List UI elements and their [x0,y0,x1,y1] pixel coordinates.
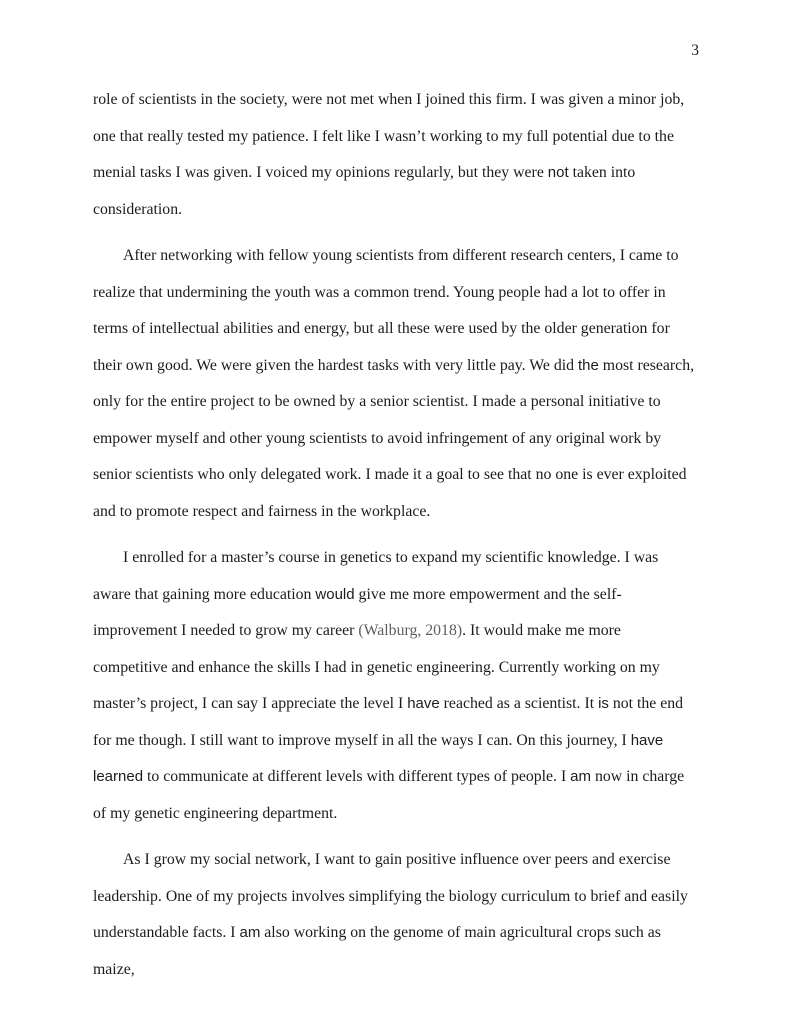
text-segment: I enrolled for a master’s course in genetics to expand my scientific knowledge. I was aware that gaining more education [93,549,659,603]
text-segment: As I grow my social network, I want to gain positive influence over peers and exercise leadership. One of my projects involves simplifying the biology curriculum to brief and easily understandable facts. I [93,851,688,941]
text-segment: not [547,164,569,181]
text-segment: am [239,924,261,941]
text-segment: have [407,695,440,712]
paragraph [93,540,699,832]
text-segment: also working on the genome of main agricultural crops such as maize, [93,924,661,978]
text-segment: not the end for me though. I still want to improve myself in all the ways I can. On this journey, I [93,695,684,749]
document-body [93,82,699,998]
paragraph [93,842,699,988]
text-segment: taken into consideration. [93,164,636,218]
paragraph [93,238,699,530]
text-segment: role of scientists in the society, were not met when I joined this firm. I was given a minor job, one that really tested my patience. I felt like I wasn’t working to my full potential due to the menial tasks I was given. I voiced my opinions regularly, but they were [93,91,685,181]
text-segment: After networking with fellow young scientists from different research centers, I came to realize that undermining the youth was a common trend. Young people had a lot to offer in terms of intellectual abilities and energy, but all these were used by the older generation for their own good. We were given the hardest tasks with very little pay. We did [93,247,679,374]
text-segment: the [578,356,599,374]
text-segment: most research, only for the entire project to be owned by a senior scientist. I made a personal initiative to empower myself and other young scientists to avoid infringement of any original work by senior scientists who only delegated work. I made it a goal to see that no one is ever exploited and to promote respect and fairness in the workplace. [93,356,695,520]
paragraph [93,82,699,228]
text-segment: have learned [93,731,664,785]
text-segment: give me more empowerment and the self-improvement I needed to grow my career [93,585,622,639]
text-segment: now in charge of my genetic engineering department. [93,768,685,822]
citation-text: (Walburg, 2018) [358,622,463,639]
page-number: 3 [691,42,699,59]
text-segment: . It would make me more competitive and enhance the skills I had in genetic engineering. Currently working on my master’s project, I can say I appreciate the level I [93,622,660,712]
text-segment: would [315,585,355,603]
text-segment: to communicate at different levels with different types of people. I [143,768,571,785]
text-segment: reached as a scientist. It [439,695,599,712]
text-segment: am [570,768,592,785]
text-segment: is [598,695,609,712]
